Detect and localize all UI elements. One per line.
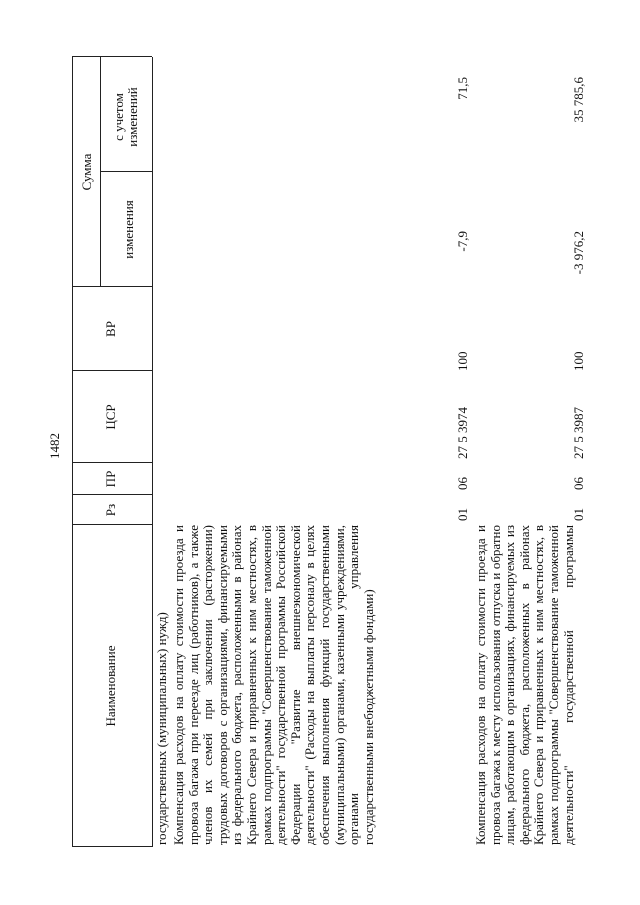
row-2-pr: 06 (571, 477, 586, 490)
header-sum: Сумма (79, 153, 94, 191)
header-name: Наименование (103, 645, 118, 727)
row-2-changes: -3 976,2 (571, 231, 586, 275)
row-1-pr: 06 (455, 477, 470, 490)
row-1-changes: -7,9 (455, 231, 470, 252)
budget-table (72, 57, 620, 847)
row-1-csr: 27 5 3974 (455, 407, 470, 459)
header-rz: Рз (103, 503, 118, 517)
table-top-border (72, 57, 73, 847)
header-pr: ПР (103, 470, 118, 488)
header-csr: ЦСР (103, 404, 118, 430)
row-1-rz: 01 (455, 508, 470, 521)
row-2-name-body: Компенсация расходов на оплату стоимости проезда и провоза багажа к месту использования отпуска и обратно лицам, работающим в организациях, финансируемых из федерального бюджета, расположенных в районах Крайнего Севера и приравненных к ним местностях, в рамках подпрограммы "Совершенствование таможенной деятельности" государственной программы (473, 525, 576, 845)
row-2-csr: 27 5 3987 (571, 407, 586, 459)
row-1-name-last: государственными внебюджетными фондами) (360, 589, 376, 845)
row-1-name-body: Компенсация расходов на оплату стоимости проезда и провоза багажа при переезде лиц (работников), а также членов их семей при заключении (расторжении) трудовых договоров с организациями, финансируемыми из федерального бюджета, расположенными в районах Крайнего Севера и приравненных к ним местностях, в рамках подпрограммы "Совершенствование таможенной деятельности" государственной программы Российской Федерации "Развитие внешнеэкономической деятельности" (Расходы на выплаты персоналу в целях обеспечения выполнения функций государственными (муниципальными) органами, казенными учреждениями, органами управления (171, 525, 362, 845)
sum-subheader-rule (100, 57, 101, 287)
row-1-vr: 100 (455, 351, 470, 371)
page-number: 1482 (47, 433, 62, 459)
header-with-changes: с учетом изменений (111, 87, 140, 147)
row-2-vr: 100 (571, 351, 586, 371)
row-1-with-changes: 71,5 (455, 77, 470, 100)
row-2-name (474, 525, 576, 845)
header-changes: изменения (121, 200, 136, 259)
header-vr: ВР (103, 321, 118, 337)
header-bottom-rule (152, 57, 153, 847)
carry-over-text: государственных (муниципальных) нужд) (154, 612, 169, 845)
row-1-name (172, 525, 376, 845)
row-2-with-changes: 35 785,6 (571, 77, 586, 123)
row-2-rz: 01 (571, 508, 586, 521)
